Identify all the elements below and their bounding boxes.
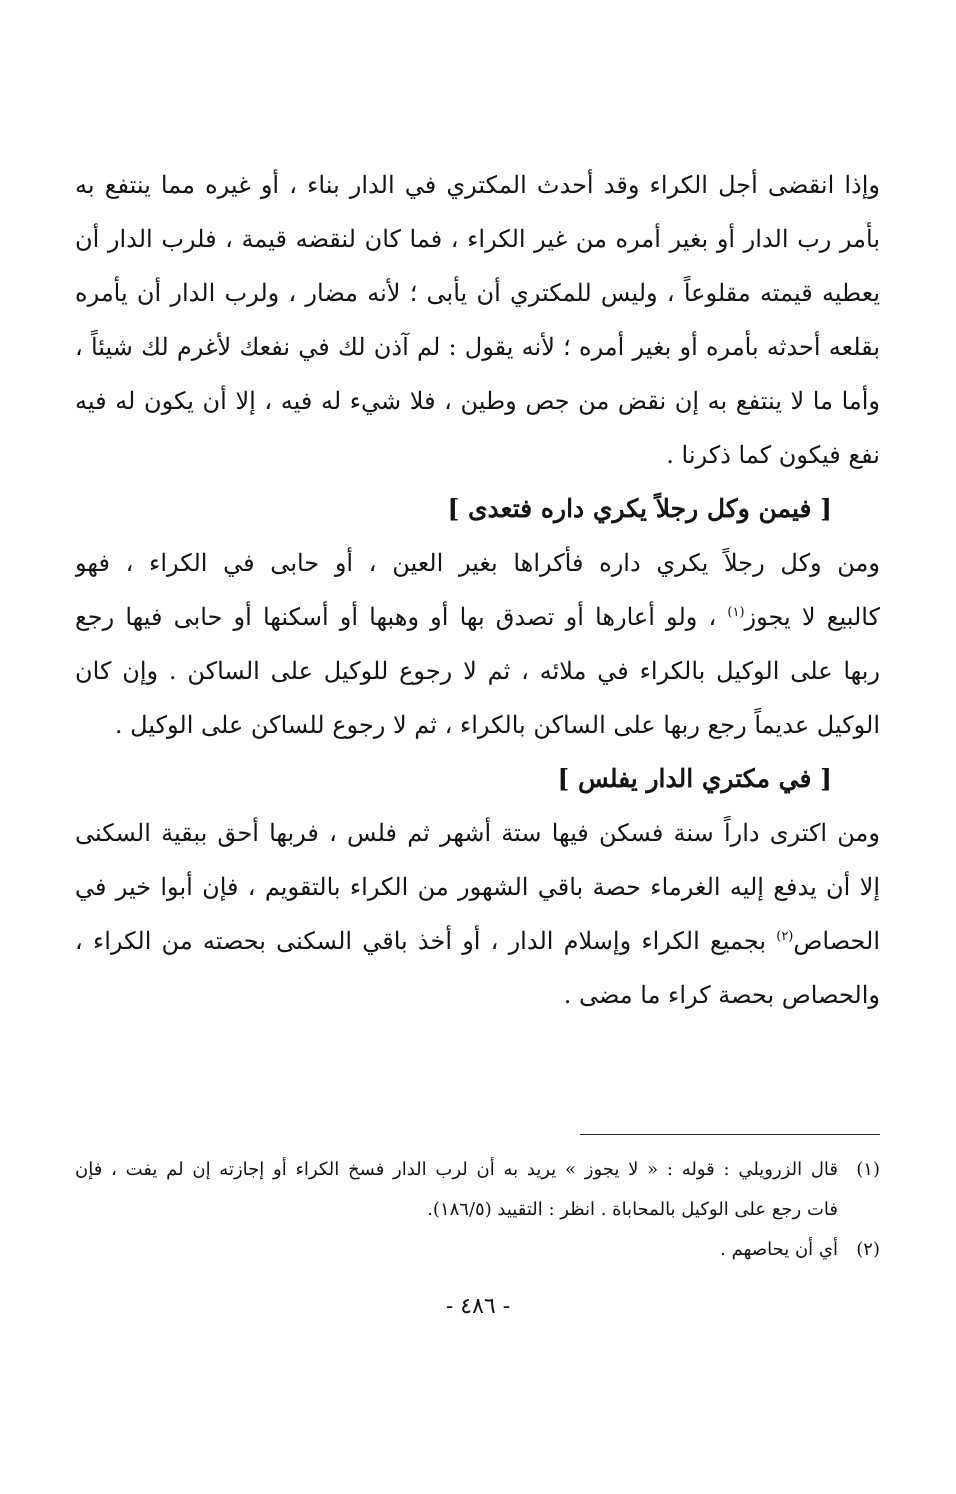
footnote-number: (٢) — [856, 1239, 880, 1260]
footnote-number: (١) — [856, 1159, 880, 1180]
text-span: ، ولو أعارها أو تصدق بها أو وهبها أو أسكنها أو حابى فيها رجع — [75, 603, 717, 631]
footnote-1 — [75, 1150, 880, 1190]
footnote-2 — [75, 1230, 880, 1270]
text-line: الوكيل عديماً رجع ربها على الساكن بالكراء ، ثم لا رجوع للساكن على الوكيل . — [114, 711, 880, 739]
text-span: الحصاص — [793, 927, 880, 955]
page-number: - ٤٨٦ - — [445, 1294, 511, 1319]
text-span: كالبيع لا يجوز — [744, 603, 880, 631]
text-line: وأما ما لا ينتفع به إن نقض من جص وطين ، فلا شيء له فيه ، إلا أن يكون له فيه — [75, 387, 880, 415]
text-line: إلا أن يدفع إليه الغرماء حصة باقي الشهور من الكراء بالتقويم ، فإن أبوا خير في — [75, 873, 880, 901]
text-line: ومن وكل رجلاً يكري داره فأكراها بغير العين ، أو حابى في الكراء ، فهو — [75, 549, 880, 577]
text-line-with-footnote — [75, 590, 880, 644]
text-line: ربها على الوكيل بالكراء في ملائه ، ثم لا رجوع للوكيل على الساكن . وإن كان — [75, 657, 880, 685]
footnote-marker: (١) — [727, 605, 745, 620]
text-line-with-footnote — [75, 914, 880, 968]
text-line: والحصاص بحصة كراء ما مضى . — [563, 981, 880, 1009]
footnote-text: قال الزرويلي : قوله : « لا يجوز » يريد به أن لرب الدار فسخ الكراء أو إجازته إن لم يفت ، فإن — [75, 1159, 838, 1180]
section-heading: [ في مكتري الدار يفلس ] — [557, 764, 832, 793]
text-line: وإذا انقضى أجل الكراء وقد أحدث المكتري في الدار بناء ، أو غيره مما ينتفع به — [75, 171, 880, 199]
text-line: بقلعه أحدثه بأمره أو بغير أمره ؛ لأنه يقول : لم آذن لك في نفعك لأغرم لك شيئاً ، — [75, 333, 880, 361]
section-heading: [ فيمن وكل رجلاً يكري داره فتعدى ] — [447, 494, 832, 523]
text-span: بجميع الكراء وإسلام الدار ، أو أخذ باقي السكنى بحصته من الكراء ، — [75, 927, 767, 955]
text-line: يعطيه قيمته مقلوعاً ، وليس للمكتري أن يأبى ؛ لأنه مضار ، ولرب الدار أن يأمره — [75, 279, 880, 307]
main-text — [75, 158, 880, 1022]
footnote-text: أي أن يحاصهم . — [720, 1239, 838, 1260]
text-line: نفع فيكون كما ذكرنا . — [666, 441, 880, 469]
footnote-1-continued: فات رجع على الوكيل بالمحاباة . انظر : التقييد (١٨٦/٥). — [427, 1199, 838, 1220]
footnote-marker: (٢) — [776, 929, 794, 944]
text-line: بأمر رب الدار أو بغير أمره من غير الكراء ، فما كان لنقضه قيمة ، فلرب الدار أن — [75, 225, 880, 253]
footnote-separator — [580, 1134, 880, 1135]
footnotes — [75, 1150, 880, 1270]
text-line: ومن اكترى داراً سنة فسكن فيها ستة أشهر ثم فلس ، فربها أحق ببقية السكنى — [75, 819, 880, 847]
